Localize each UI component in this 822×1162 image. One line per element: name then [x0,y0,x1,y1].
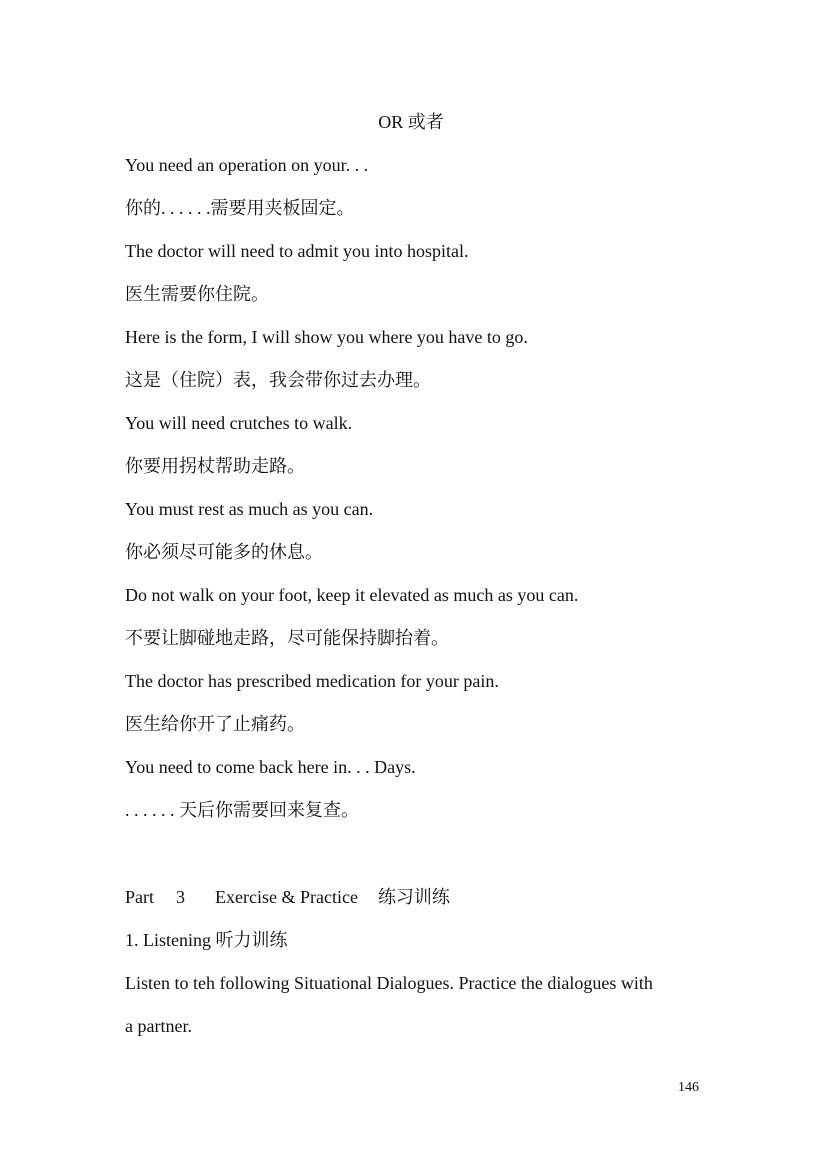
listening-heading: 1. Listening 听力训练 [125,930,288,950]
phrase-en-1: You need an operation on your. . . [125,155,369,175]
phrase-en-8: You need to come back here in. . . Days. [125,757,416,777]
phrase-en-6: Do not walk on your foot, keep it elevated as much as you can. [125,585,579,605]
phrase-en-2: The doctor will need to admit you into hospital. [125,241,469,261]
phrase-cn-8: . . . . . . 天后你需要回来复查。 [125,800,359,820]
phrase-en-7: The doctor has prescribed medication for your pain. [125,671,499,691]
part-heading [125,886,450,908]
phrase-cn-3: 这是（住院）表，我会带你过去办理。 [125,370,431,390]
phrase-cn-1: 你的. . . . . .需要用夹板固定。 [125,198,355,218]
part-title-cn: 练习训练 [377,887,450,907]
phrase-en-4: You will need crutches to walk. [125,413,353,433]
instruction-line-1: Listen to teh following Situational Dialogues. Practice the dialogues with [125,973,653,993]
phrase-en-5: You must rest as much as you can. [125,499,374,519]
part-label: Part [125,887,154,907]
phrase-cn-6: 不要让脚碰地走路，尽可能保持脚抬着。 [125,628,449,648]
phrase-cn-7: 医生给你开了止痛药。 [125,714,305,734]
section-heading: OR 或者 [378,112,444,132]
instruction-line-2: a partner. [125,1016,192,1036]
phrase-cn-5: 你必须尽可能多的休息。 [125,542,323,562]
phrase-cn-2: 医生需要你住院。 [125,284,269,304]
part-number: 3 [176,887,185,907]
phrase-cn-4: 你要用拐杖帮助走路。 [125,456,305,476]
part-title: Exercise & Practice [215,887,358,907]
phrase-en-3: Here is the form, I will show you where you have to go. [125,327,528,347]
page-number: 146 [678,1080,699,1095]
